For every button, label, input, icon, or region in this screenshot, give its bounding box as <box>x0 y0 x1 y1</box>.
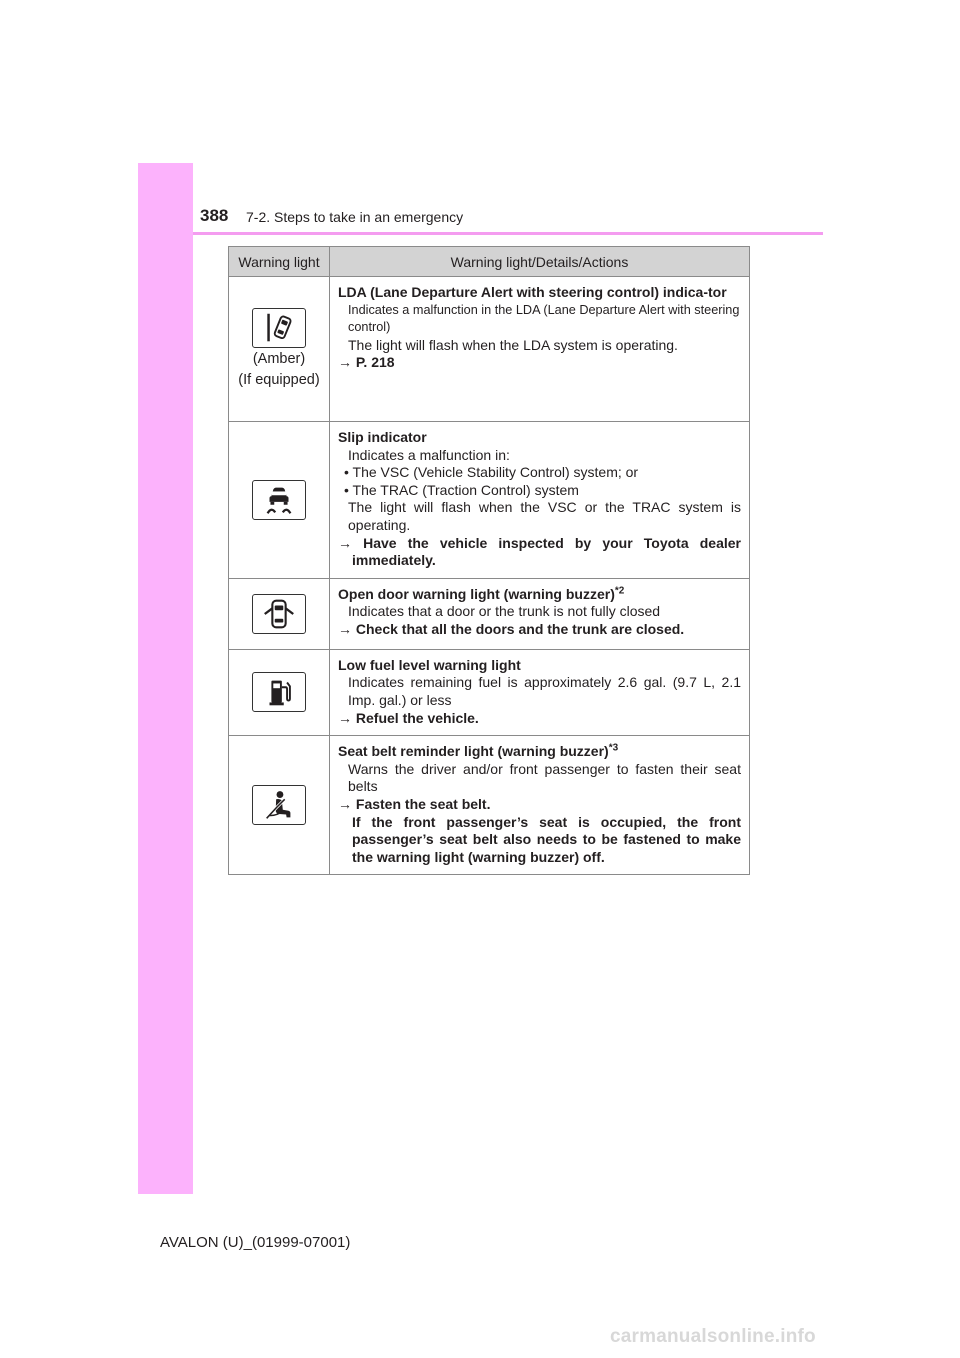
lane-departure-icon <box>252 308 306 348</box>
row-title-text: Seat belt reminder light (warning buzzer) <box>338 743 609 760</box>
action-text: Refuel the vehicle. <box>355 709 479 726</box>
row-title: Slip indicator <box>338 429 427 445</box>
detail-cell <box>330 578 750 649</box>
row-title-text: Open door warning light (warning buzzer) <box>338 585 615 602</box>
column-header-warning-light: Warning light <box>229 247 330 277</box>
action-text: Fasten the seat belt. <box>355 795 491 812</box>
row-title <box>338 743 741 761</box>
action-text: Check that all the doors and the trunk are closed. <box>355 620 685 637</box>
row-action <box>338 621 741 639</box>
side-band <box>138 163 193 1194</box>
detail-cell <box>330 736 750 875</box>
action-arrow: → <box>338 354 352 371</box>
fuel-pump-icon <box>252 672 306 712</box>
section-title: 7-2. Steps to take in an emergency <box>246 209 464 225</box>
page-reference: P. 218 <box>355 354 395 371</box>
icon-cell <box>229 422 330 579</box>
row-detail: Indicates remaining fuel is approximately 2.6 gal. (9.7 L, 2.1 Imp. gal.) or less <box>348 674 741 708</box>
bullet-item: • The VSC (Vehicle Stability Control) system; or <box>344 464 639 481</box>
row-title: Low fuel level warning light <box>338 656 521 673</box>
row-action <box>338 796 741 814</box>
page-number: 388 <box>200 206 229 225</box>
icon-cell <box>229 578 330 649</box>
row-detail: Indicates a malfunction in: <box>348 446 510 463</box>
detail-cell <box>330 649 750 735</box>
row-title: LDA (Lane Departure Alert with steering control) indica-tor <box>338 284 727 300</box>
header-rule <box>193 232 823 235</box>
row-action <box>338 710 741 728</box>
action-arrow: → <box>338 709 352 726</box>
action-arrow: → <box>338 795 352 812</box>
row-detail: The light will flash when the VSC or the TRAC system is operating. <box>348 499 741 533</box>
action-arrow: → <box>338 620 352 637</box>
icon-cell <box>229 649 330 735</box>
table-row <box>229 422 750 579</box>
table-header-row <box>229 247 750 277</box>
open-door-icon <box>252 594 306 634</box>
footnote-marker: *2 <box>614 585 625 597</box>
icon-note-amber: (Amber) <box>252 351 306 367</box>
model-code-footer: AVALON (U)_(01999-07001) <box>160 1234 351 1251</box>
row-detail: Warns the driver and/or front passenger to fasten their seat belts <box>348 760 741 795</box>
warning-light-table <box>228 246 750 875</box>
row-detail: The light will flash when the LDA system is operating. <box>348 336 678 353</box>
row-action <box>338 354 741 372</box>
seat-belt-icon <box>252 785 306 825</box>
icon-cell <box>229 736 330 875</box>
action-text: Have the vehicle inspected by your Toyota dealer immediately. <box>352 534 741 569</box>
table-row <box>229 277 750 422</box>
icon-note-if-equipped: (If equipped) <box>238 372 320 388</box>
slip-indicator-icon <box>252 480 306 520</box>
row-title <box>338 586 741 604</box>
column-header-details: Warning light/Details/Actions <box>330 247 750 277</box>
table-row <box>229 736 750 875</box>
row-action <box>338 535 741 570</box>
action-continuation: If the front passenger’s seat is occupied, the front passenger’s seat belt also needs to be fastened to make the warning light (warning buzzer) off. <box>352 813 741 865</box>
detail-cell <box>330 422 750 579</box>
row-detail: Indicates a malfunction in the LDA (Lane Departure Alert with steering control) <box>348 302 740 335</box>
table-row <box>229 649 750 735</box>
footnote-marker: *3 <box>608 742 619 754</box>
action-arrow: → <box>338 534 352 551</box>
bullet-item: • The TRAC (Traction Control) system <box>344 481 579 498</box>
table-row <box>229 578 750 649</box>
row-detail: Indicates that a door or the trunk is not fully closed <box>348 603 661 620</box>
icon-cell <box>229 277 330 422</box>
watermark: carmanualsonline.info <box>610 1326 816 1347</box>
detail-cell <box>330 277 750 422</box>
